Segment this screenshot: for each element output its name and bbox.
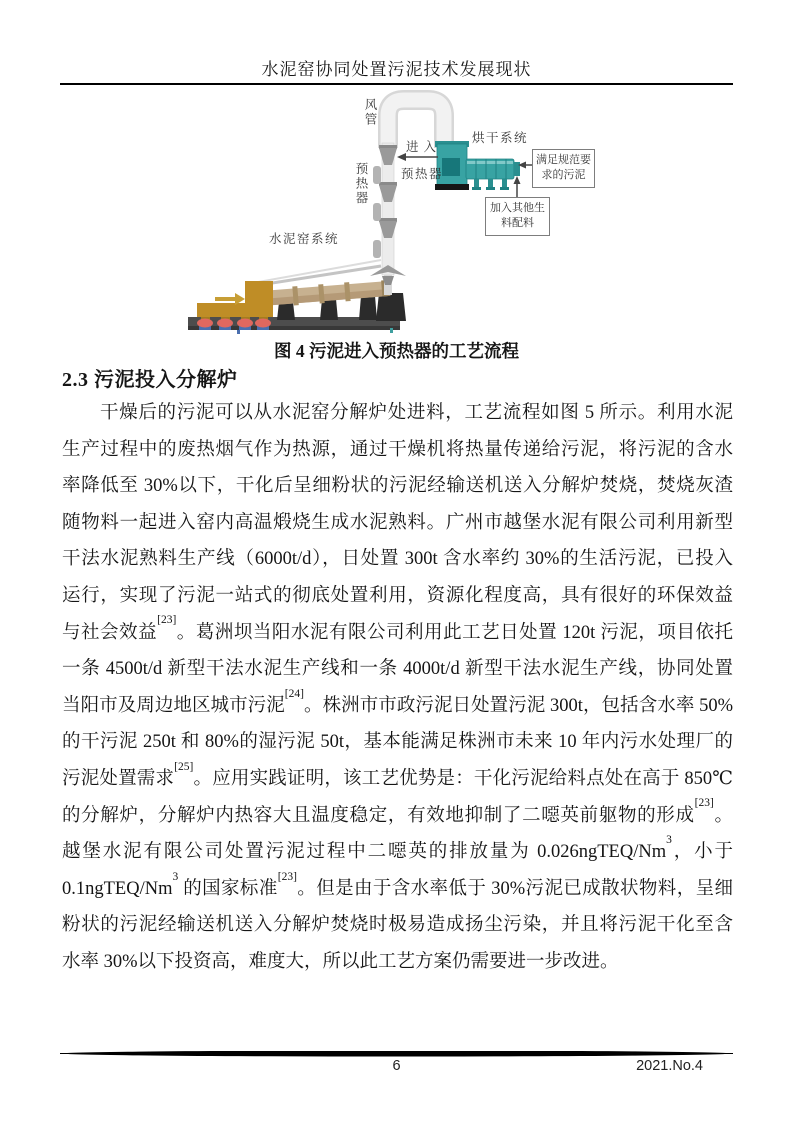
paragraph-line	[62, 395, 733, 432]
issue-number: 2021.No.4	[636, 1058, 703, 1074]
preheater-tower-label: 预热器	[354, 162, 368, 206]
paragraph-line	[62, 432, 733, 469]
dryer-machine	[435, 141, 520, 190]
text-segment: ，小于	[671, 842, 733, 863]
header-rule	[60, 83, 733, 85]
text-segment: 水率 30%以下投资高，难度大，所以此工艺方案仍需要进一步改进。	[62, 951, 619, 972]
text-segment: 与社会效益	[62, 622, 158, 643]
enter-target-label: 预热器	[401, 167, 444, 181]
text-segment: 当阳市及周边地区城市污泥	[62, 695, 285, 716]
text-segment: 。	[713, 805, 733, 826]
figure-caption: 图 4 污泥进入预热器的工艺流程	[274, 341, 519, 361]
paragraph-line	[62, 651, 733, 688]
raw-material-box: 加入其他生料配料	[485, 197, 550, 236]
paragraph-line	[62, 468, 733, 505]
text-segment: 运行，实现了污泥一站式的彻底处置利用，资源化程度高，具有很好的环保效益	[62, 585, 733, 606]
paragraph-line	[62, 541, 733, 578]
paragraph-line	[62, 688, 733, 725]
text-segment: 干燥后的污泥可以从水泥窑分解炉处进料，工艺流程如图 5 所示。利用水泥	[100, 403, 733, 423]
paragraph-line	[62, 834, 733, 871]
reference-mark: 3	[666, 833, 672, 846]
text-segment: 率降低至 30%以下，干化后呈细粉状的污泥经输送机送入分解炉焚烧，焚烧灰渣	[62, 476, 733, 497]
body-paragraph	[62, 395, 733, 981]
page-number: 6	[392, 1058, 401, 1074]
paragraph-line	[62, 944, 733, 981]
text-segment: 。株洲市市政污泥日处置污泥 300t，包括含水率 50%	[303, 695, 733, 716]
reference-mark: [23]	[277, 870, 297, 883]
kiln-system-label: 水泥窑系统	[269, 232, 340, 246]
paragraph-line	[62, 907, 733, 944]
paragraph-line	[62, 798, 733, 835]
text-segment: 的国家标准	[178, 878, 278, 899]
section-heading: 2.3 污泥投入分解炉	[62, 369, 238, 391]
text-segment: 的分解炉，分解炉内热容大且温度稳定，有效地抑制了二噁英前躯物的形成	[62, 805, 695, 826]
qualified-sludge-box: 满足规范要求的污泥	[532, 149, 595, 188]
page-footer	[60, 1058, 733, 1078]
air-duct-label: 风管	[363, 98, 377, 127]
footer-rule-thin	[60, 1053, 733, 1054]
text-segment: 污泥处置需求	[62, 768, 175, 789]
page-header-title: 水泥窑协同处置污泥技术发展现状	[261, 60, 532, 79]
text-segment: 的干污泥 250t 和 80%的湿污泥 50t，基本能满足株洲市未来 10 年内污水处理厂的	[62, 732, 733, 753]
text-segment: 干法水泥熟料生产线（6000t/d），日处置 300t 含水率约 30%的生活污泥，已投入	[62, 549, 733, 570]
paragraph-line	[62, 615, 733, 652]
text-segment: 。但是由于含水率低于 30%污泥已成散状物料，呈细	[296, 878, 733, 899]
text-segment: 。葛洲坝当阳水泥有限公司利用此工艺日处置 120t 污泥，项目依托	[176, 622, 733, 643]
text-segment: 随物料一起进入窑内高温煅烧生成水泥熟料。广州市越堡水泥有限公司利用新型	[62, 512, 733, 533]
enter-label: 进入	[406, 140, 442, 154]
reference-mark: [24]	[284, 687, 304, 700]
paragraph-line	[62, 724, 733, 761]
text-segment: 一条 4500t/d 新型干法水泥生产线和一条 4000t/d 新型干法水泥生产线，协同处置	[62, 659, 733, 680]
reference-mark: [25]	[174, 760, 194, 773]
reference-mark: [23]	[694, 797, 714, 810]
paragraph-line	[62, 871, 733, 908]
paragraph-line	[62, 505, 733, 542]
paragraph-line	[62, 761, 733, 798]
paragraph-line	[62, 578, 733, 615]
text-segment: 粉状的污泥经输送机送入分解炉焚烧时极易造成扬尘污染，并且将污泥干化至含	[62, 915, 733, 936]
reference-mark: [23]	[157, 614, 177, 627]
text-segment: 生产过程中的废热烟气作为热源，通过干燥机将热量传递给污泥，将污泥的含水	[62, 439, 733, 460]
text-segment: 。应用实践证明，该工艺优势是：干化污泥给料点处在高于 850℃	[193, 768, 733, 789]
text-segment: 0.1ngTEQ/Nm	[62, 878, 173, 899]
drying-system-label: 烘干系统	[472, 131, 529, 145]
text-segment: 越堡水泥有限公司处置污泥过程中二噁英的排放量为 0.026ngTEQ/Nm	[62, 842, 667, 863]
figure-4-diagram	[185, 88, 605, 338]
reference-mark: 3	[172, 870, 179, 883]
